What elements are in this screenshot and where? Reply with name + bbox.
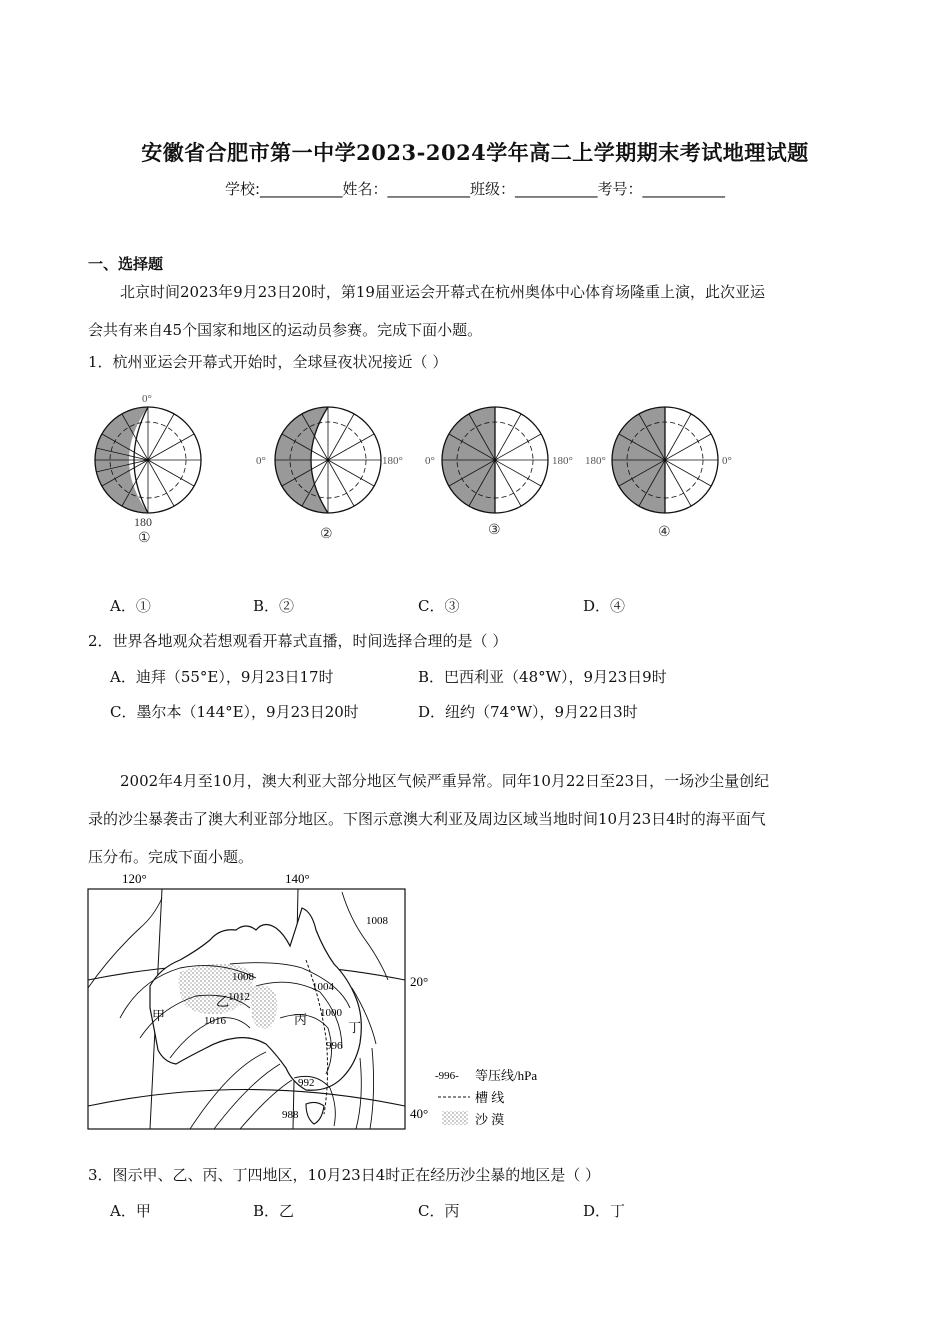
lat-label-20: 20° <box>410 974 429 989</box>
fig3-number: ③ <box>488 523 501 538</box>
fig4-left-label: 180° <box>585 455 606 467</box>
question-2-stem: 2．世界各地观众若想观看开幕式直播，时间选择合理的是（ ） <box>88 632 508 650</box>
day-night-figures <box>80 388 760 548</box>
passage-1 <box>88 273 858 349</box>
passage-2-line-2: 录的沙尘暴袭击了澳大利亚部分地区。下图示意澳大利亚及周边区域当地时间10月23日4时的海平面气 <box>88 810 766 828</box>
isobar-label: 1000 <box>320 1007 342 1019</box>
q3-option-c[interactable]: C．丙 <box>418 1202 460 1220</box>
question-1-stem: 1．杭州亚运会开幕式开始时，全球昼夜状况接近（ ） <box>88 353 448 371</box>
q1-option-a[interactable]: A．① <box>110 597 151 615</box>
lat-label-40: 40° <box>410 1106 429 1121</box>
isobar-label: 1004 <box>312 981 334 993</box>
fig3-left-label: 0° <box>425 455 435 467</box>
place-ding: 丁 <box>348 1020 362 1035</box>
q3-option-d[interactable]: D．丁 <box>583 1202 626 1220</box>
place-yi: 乙 <box>216 994 230 1009</box>
fig4-right-label: 0° <box>722 455 732 467</box>
fig1-top-label: 0° <box>142 393 152 405</box>
passage-1-line-2: 会共有来自45个国家和地区的运动员参赛。完成下面小题。 <box>88 321 483 339</box>
place-jia: 甲 <box>152 1008 166 1023</box>
australia-pressure-map <box>80 868 540 1136</box>
fig1-number: ① <box>138 531 151 546</box>
legend-desert-swatch <box>442 1111 468 1125</box>
isobar-label: 1008 <box>232 971 254 983</box>
q2-option-d[interactable]: D．纽约（74°W），9月22日3时 <box>418 703 638 721</box>
isobar-label: 988 <box>282 1109 299 1121</box>
fig2-number: ② <box>320 527 333 542</box>
fig1-bottom-label: 180 <box>134 515 152 529</box>
legend-trough-label: 槽 线 <box>475 1090 505 1105</box>
fig3-right-label: 180° <box>552 455 573 467</box>
section-heading: 一、选择题 <box>88 255 164 273</box>
passage-2-line-3: 压分布。完成下面小题。 <box>88 848 254 866</box>
q1-option-d[interactable]: D．④ <box>583 597 626 615</box>
place-bing: 丙 <box>294 1012 308 1027</box>
q2-option-a[interactable]: A．迪拜（55°E），9月23日17时 <box>110 668 334 686</box>
passage-2 <box>88 762 858 876</box>
q2-option-c[interactable]: C．墨尔本（144°E），9月23日20时 <box>110 703 359 721</box>
q1-option-c[interactable]: C．③ <box>418 597 460 615</box>
lon-label-120: 120° <box>122 871 147 886</box>
q2-option-b[interactable]: B．巴西利亚（48°W），9月23日9时 <box>418 668 667 686</box>
legend-isobar-symbol: -996- <box>435 1070 459 1082</box>
isobar-label: 996 <box>326 1040 343 1052</box>
question-3-stem: 3．图示甲、乙、丙、丁四地区，10月23日4时正在经历沙尘暴的地区是（ ） <box>88 1166 601 1184</box>
isobar-label: 992 <box>298 1077 315 1089</box>
fig2-right-label: 180° <box>382 455 403 467</box>
q1-option-b[interactable]: B．② <box>253 597 295 615</box>
isobar-label: 1008 <box>366 915 388 927</box>
passage-2-line-1: 2002年4月至10月，澳大利亚大部分地区气候严重异常。同年10月22日至23日，一场沙尘量创纪 <box>120 772 770 790</box>
map-legend <box>435 1068 537 1127</box>
isobar-label: 1016 <box>204 1015 226 1027</box>
legend-desert-label: 沙 漠 <box>475 1112 505 1127</box>
passage-1-line-1: 北京时间2023年9月23日20时，第19届亚运会开幕式在杭州奥体中心体育场隆重上演，此次亚运 <box>120 283 765 301</box>
legend-isobar-label: 等压线/hPa <box>475 1068 538 1083</box>
fig4-number: ④ <box>658 525 671 540</box>
page-title: 安徽省合肥市第一中学2023-2024学年高二上学期期末考试地理试题 <box>141 140 809 165</box>
isobar-label: 1012 <box>228 991 250 1003</box>
student-info-line: 学校:___________姓名：___________班级：___________考号：___________ <box>224 180 726 198</box>
lon-label-140: 140° <box>285 871 310 886</box>
q3-option-a[interactable]: A．甲 <box>110 1202 151 1220</box>
q3-option-b[interactable]: B．乙 <box>253 1202 295 1220</box>
fig2-left-label: 0° <box>256 455 266 467</box>
